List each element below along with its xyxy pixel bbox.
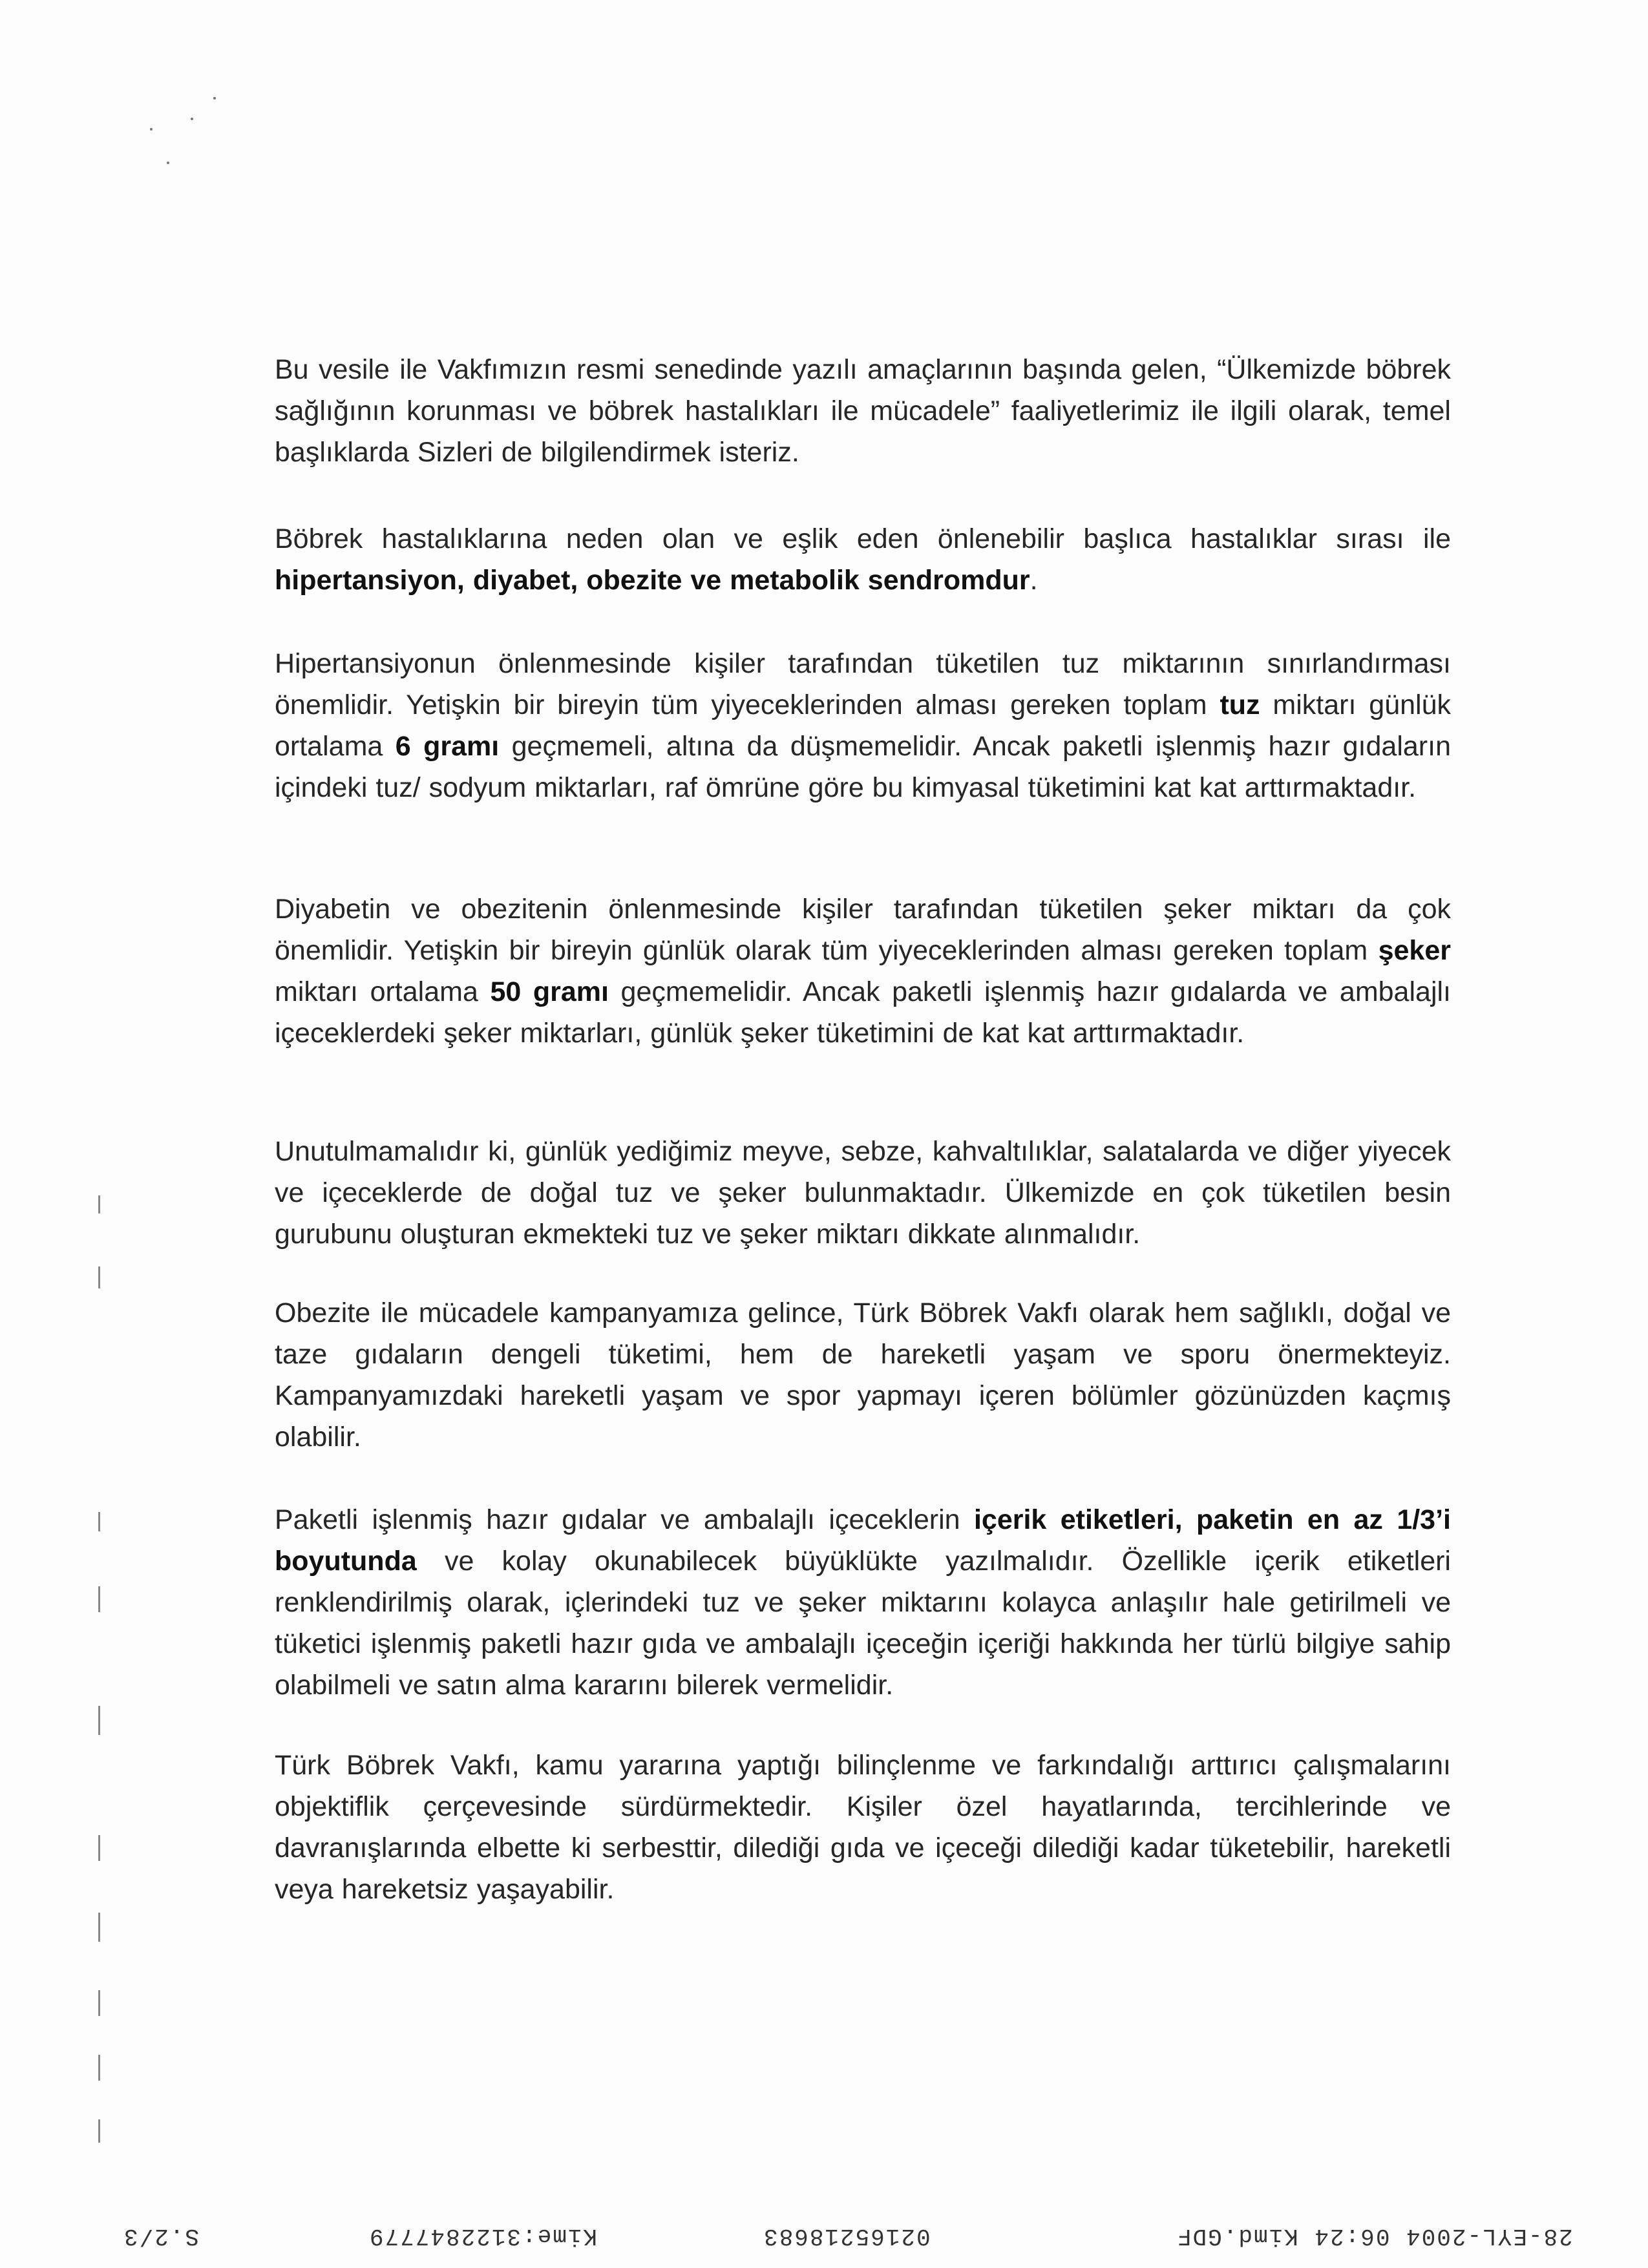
text-run: geçmemelidir. Ancak paketli işlenmiş hazır gıdalarda ve ambalajlı içeceklerdeki şeker miktarları, günlük şeker tüketimini de kat kat arttırmaktadır. bbox=[275, 976, 1451, 1049]
text-run: . bbox=[1030, 565, 1038, 596]
text-run: Diyabetin ve obezitenin önlenmesinde kişiler tarafından tüketilen şeker miktarı da çok önemlidir. Yetişkin bir bireyin günlük olarak tüm yiyeceklerinden alması gereken toplam bbox=[275, 894, 1451, 966]
bold-text: hipertansiyon, diyabet, obezite ve metabolik sendromdur bbox=[275, 565, 1030, 596]
text-run: Obezite ile mücadele kampanyamıza gelince, Türk Böbrek Vakfı olarak hem sağlıklı, doğal ve taze gıdaların dengeli tüketimi, hem de hareketli yaşam ve sporu önermekteyiz. Kampanyamızdaki hareketli yaşam ve spor yapmayı içeren bölümler gözünüzden kaçmış olabilir. bbox=[275, 1297, 1451, 1453]
text-run: miktarı günlük ortalama bbox=[275, 689, 1452, 762]
text-run: Unutulmamalıdır ki, günlük yediğimiz meyve, sebze, kahvaltılıklar, salatalarda ve diğer yiyecek ve içeceklerde de doğal tuz ve şeker bulunmaktadır. Ülkemizde en çok tüketilen besin gurubunu oluşturan ekmekteki tuz ve şeker miktarı dikkate alınmalıdır. bbox=[275, 1136, 1451, 1250]
text-run: Türk Böbrek Vakfı, kamu yararına yaptığı bilinçlenme ve farkındalığı arttırıcı çalışmalarını objektiflik çerçevesinde sürdürmektedir. Kişiler özel hayatlarında, tercihlerinde ve davranışlarında elbette ki serbesttir, dilediği gıda ve içeceği dilediği kadar tüketebilir, hareketli veya hareketsiz yaşayabilir. bbox=[275, 1750, 1451, 1905]
paragraph-obesity-campaign bbox=[275, 1292, 1451, 1458]
text-run: Paketli işlenmiş hazır gıdalar ve ambalajlı içeceklerin bbox=[275, 1504, 974, 1535]
paragraph-diabetes-sugar bbox=[275, 888, 1451, 1054]
fax-date-sender: 28-EYL-2004 06:24 Kimd.GDF bbox=[1176, 2223, 1573, 2249]
paragraph-content-labels bbox=[275, 1499, 1451, 1706]
bold-text: 6 gramı bbox=[395, 731, 500, 762]
text-run: Bu vesile ile Vakfımızın resmi senedinde yazılı amaçlarının başında gelen, “Ülkemizde böbrek sağlığının korunması ve böbrek hastalıkları ile mücadele” faaliyetlerimiz ile ilgili olarak, temel başlıklarda Sizleri de bilgilendirmek isteriz. bbox=[275, 354, 1451, 468]
fax-page-number: S.2/3 bbox=[123, 2223, 200, 2249]
fax-recipient: Kime:3122847779 bbox=[368, 2223, 598, 2249]
fax-header-line bbox=[0, 2223, 1648, 2254]
bold-text: 50 gramı bbox=[490, 976, 609, 1007]
bold-text: içerik etiketleri, paketin en az 1/3’i boyutunda bbox=[275, 1504, 1451, 1577]
bold-text: şeker bbox=[1378, 935, 1451, 966]
fax-phone-number: 02165218683 bbox=[763, 2223, 931, 2249]
text-run: miktarı ortalama bbox=[275, 976, 491, 1007]
paragraph-natural-salt-sugar bbox=[275, 1131, 1451, 1255]
paragraph-diseases bbox=[275, 518, 1451, 601]
text-run: Böbrek hastalıklarına neden olan ve eşlik eden önlenebilir başlıca hastalıklar sırası ile bbox=[275, 523, 1451, 554]
text-run: geçmemeli, altına da düşmemelidir. Ancak paketli işlenmiş hazır gıdaların içindeki tuz/ sodyum miktarları, raf ömrüne göre bu kimyasal tüketimini kat kat arttırmaktadır. bbox=[275, 731, 1451, 803]
paragraph-intro bbox=[275, 349, 1451, 473]
text-run: Hipertansiyonun önlenmesinde kişiler tarafından tüketilen tuz miktarının sınırlandırması önemlidir. Yetişkin bir bireyin tüm yiyeceklerinden alması gereken toplam bbox=[275, 648, 1451, 720]
paragraph-hypertension-salt bbox=[275, 643, 1451, 808]
text-run: ve kolay okunabilecek büyüklükte yazılmalıdır. Özellikle içerik etiketleri renklendirilmiş olarak, içlerindeki tuz ve şeker miktarını kolayca anlaşılır hale getirilmeli ve tüketici işlenmiş paketli hazır gıda ve ambalajlı içeceğin içeriği hakkında her türlü bilgiye sahip olabilmeli ve satın alma kararını bilerek vermelidir. bbox=[275, 1546, 1451, 1701]
bold-text: tuz bbox=[1220, 689, 1260, 720]
paragraph-foundation-statement bbox=[275, 1745, 1451, 1910]
